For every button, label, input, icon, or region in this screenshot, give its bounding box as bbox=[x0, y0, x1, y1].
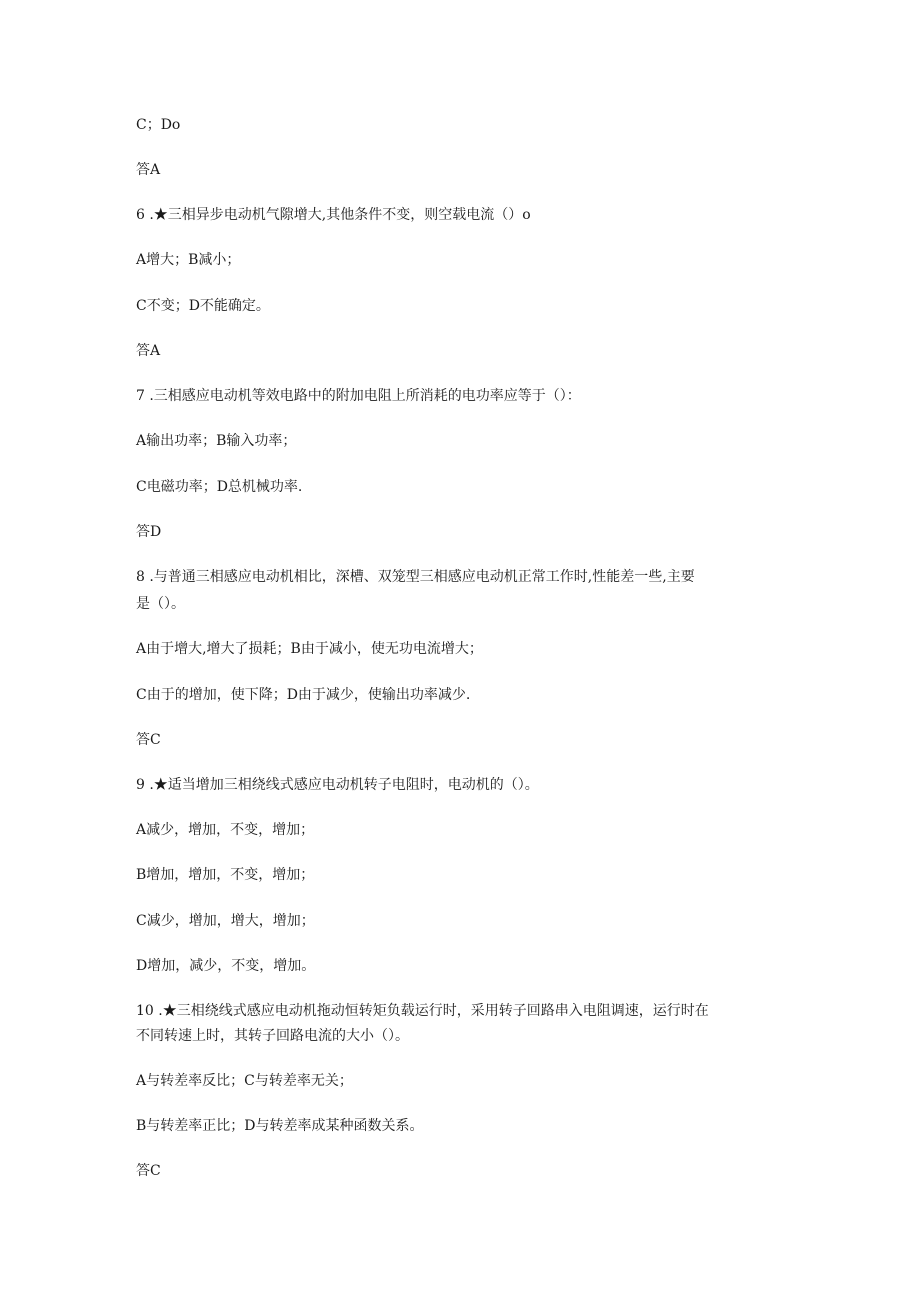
question-6-options-cd: C不变；D不能确定。 bbox=[136, 298, 270, 314]
question-10-options-ac: A与转差率反比；C与转差率无关； bbox=[136, 1073, 353, 1089]
question-8-line-1: 8 .与普通三相感应电动机相比，深槽、双笼型三相感应电动机正常工作时,性能差一些,主要 bbox=[136, 569, 695, 585]
question-7: 7 .三相感应电动机等效电路中的附加电阻上所消耗的电功率应等于（）： bbox=[136, 388, 581, 404]
question-7-options-ab: A输出功率；B输入功率； bbox=[136, 433, 297, 449]
question-8-options-cd: C由于的增加，使下降；D由于减少，使输出功率减少. bbox=[136, 687, 471, 703]
question-10-options-bd: B与转差率正比；D与转差率成某种函数关系。 bbox=[136, 1118, 424, 1134]
question-10-line-1: 10 .★三相绕线式感应电动机拖动恒转矩负载运行时，采用转子回路串入电阻调速，运行时在 bbox=[136, 1003, 709, 1019]
question-8-options-ab: A由于增大,增大了损耗；B由于减小，使无功电流增大； bbox=[136, 641, 483, 657]
question-9: 9 .★适当增加三相绕线式感应电动机转子电阻时，电动机的（）。 bbox=[136, 777, 539, 793]
question-10-line-2: 不同转速上时，其转子回路电流的大小（）。 bbox=[136, 1028, 409, 1044]
question-6-answer: 答A bbox=[136, 343, 161, 359]
question-9-option-d: D增加，减少，不变，增加。 bbox=[136, 958, 316, 974]
question-8-answer: 答C bbox=[136, 732, 161, 748]
question-8-line-2: 是（）。 bbox=[136, 596, 185, 612]
question-7-answer: 答D bbox=[136, 524, 162, 540]
question-10-answer: 答C bbox=[136, 1163, 161, 1179]
question-9-option-c: C减少，增加，增大，增加； bbox=[136, 913, 315, 929]
question-9-option-a: A减少，增加，不变，增加； bbox=[136, 822, 315, 838]
question-9-option-b: B增加，增加，不变，增加； bbox=[136, 867, 315, 883]
question-6-options-ab: A增大；B减小； bbox=[136, 252, 241, 268]
option-line-cd: C；Do bbox=[136, 117, 181, 133]
answer-line: 答A bbox=[136, 162, 161, 178]
question-7-options-cd: C电磁功率；D总机械功率. bbox=[136, 479, 303, 495]
question-6: 6 .★三相异步电动机气隙增大,其他条件不变，则空载电流（）o bbox=[136, 207, 531, 223]
